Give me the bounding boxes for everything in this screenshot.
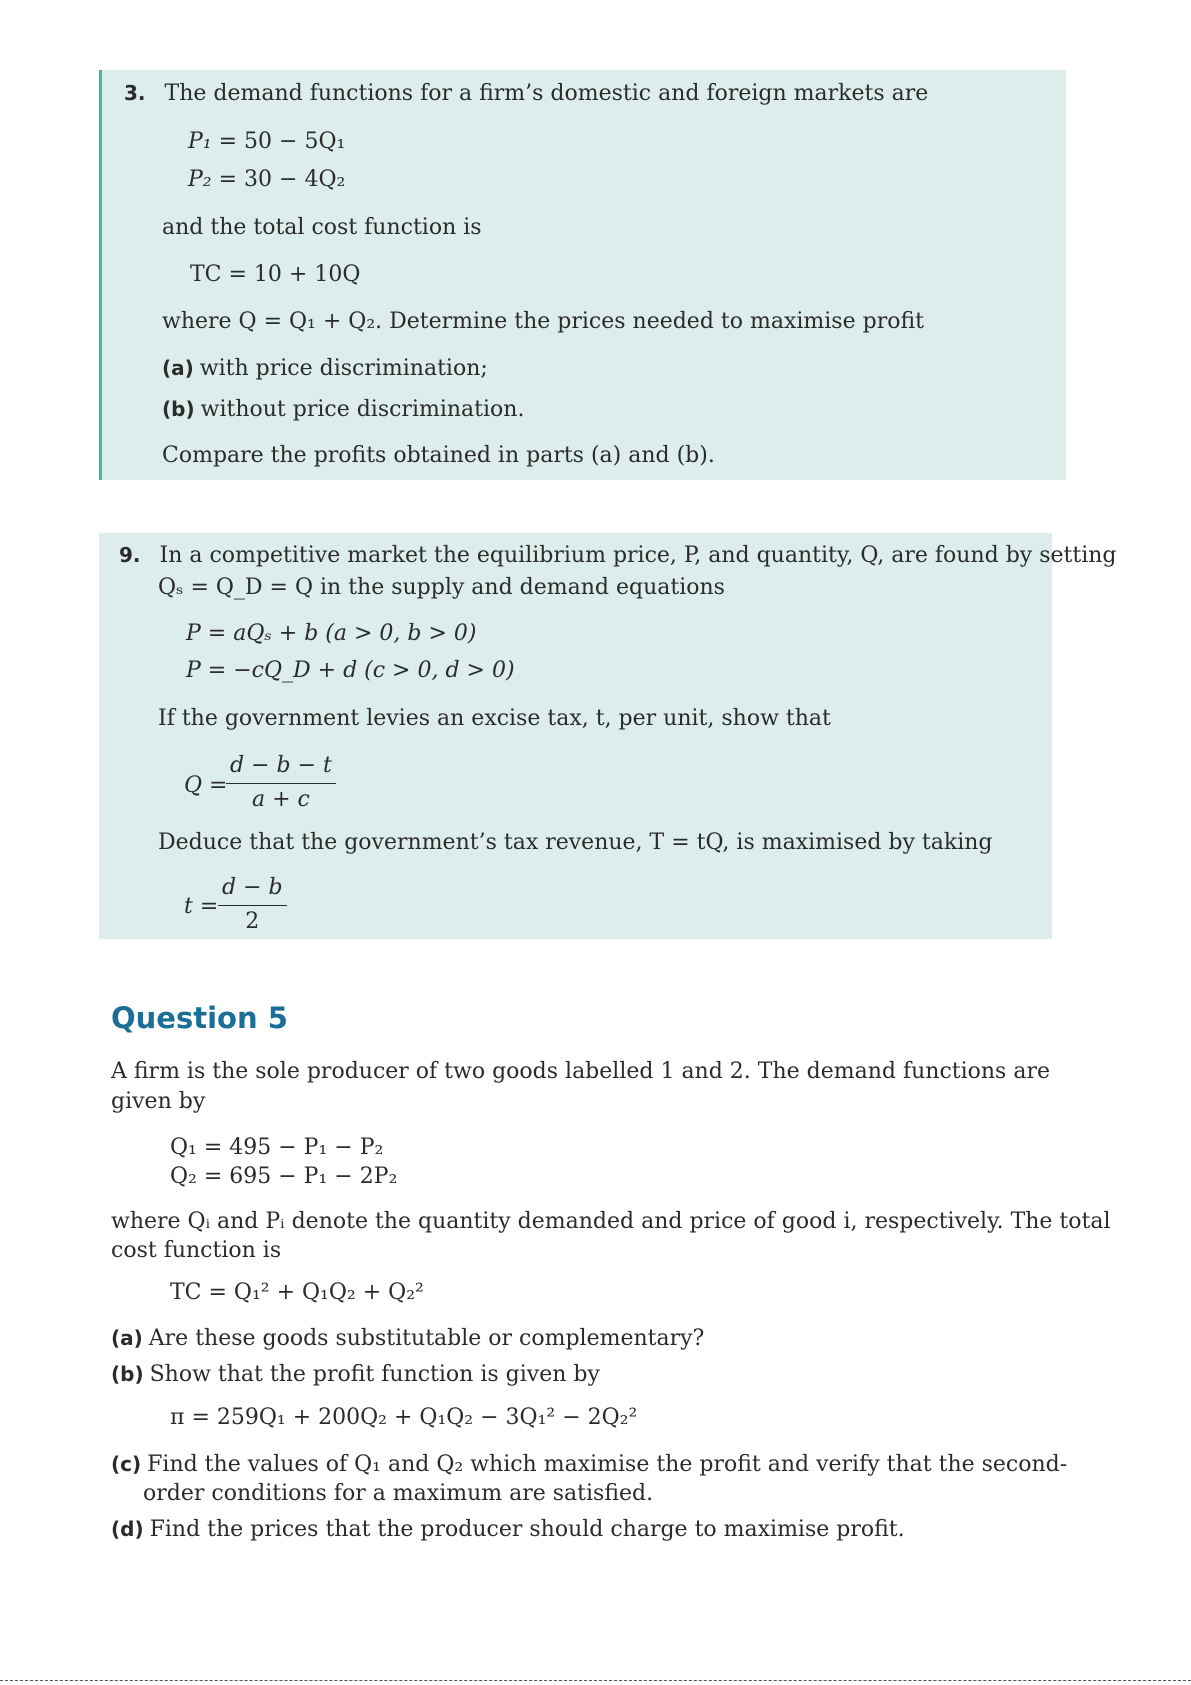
q-fraction (226, 752, 336, 814)
q5-demand-equation-1: Q₁ = 495 − P₁ − P₂ (170, 1135, 384, 1160)
part-label: (d) (111, 1517, 144, 1541)
fraction-numerator: d − b − t (230, 753, 332, 778)
part-a (162, 355, 488, 384)
q5-part-c (111, 1451, 1067, 1480)
part-text: Show that the profit function is given by (149, 1362, 600, 1387)
total-cost-equation: TC = 10 + 10Q (190, 262, 361, 287)
equation-rhs: = 50 − 5Q₁ (211, 129, 346, 154)
part-text: Are these goods substitutable or complementary? (148, 1326, 705, 1351)
t-fraction (218, 874, 287, 936)
profit-function: π = 259Q₁ + 200Q₂ + Q₁Q₂ − 3Q₁² − 2Q₂² (170, 1405, 638, 1430)
part-text: Find the prices that the producer should charge to maximise profit. (149, 1517, 905, 1542)
q5-part-c-continued: order conditions for a maximum are satisfied. (143, 1481, 654, 1506)
exercise-number: 9. (119, 543, 141, 567)
cost-intro: and the total cost function is (162, 215, 482, 240)
demand-equation: P = −cQ_D + d (c > 0, d > 0) (186, 658, 515, 683)
fraction-denominator: a + c (252, 786, 310, 812)
equation-lhs: P₁ (188, 129, 212, 154)
exercise-number: 3. (124, 81, 146, 105)
supply-equation: P = aQₛ + b (a > 0, b > 0) (186, 621, 477, 646)
part-text: Find the values of Q₁ and Q₂ which maximise the profit and verify that the second- (147, 1452, 1068, 1477)
question-heading: Question 5 (111, 1001, 288, 1035)
where-line: where Q = Q₁ + Q₂. Determine the prices needed to maximise profit (162, 309, 924, 334)
fraction-denominator: 2 (245, 908, 260, 934)
exercise-3-intro-line (124, 80, 928, 109)
q5-where-line-1: where Qᵢ and Pᵢ denote the quantity demanded and price of good i, respectively. The total (111, 1209, 1111, 1234)
tax-line: If the government levies an excise tax, t, per unit, show that (158, 706, 831, 731)
q5-total-cost-equation: TC = Q₁² + Q₁Q₂ + Q₂² (170, 1280, 424, 1305)
part-label: (b) (111, 1362, 144, 1386)
part-label: (a) (162, 356, 194, 380)
q5-demand-equation-2: Q₂ = 695 − P₁ − 2P₂ (170, 1164, 398, 1189)
part-b (162, 396, 524, 425)
demand-equation-2 (188, 166, 345, 195)
equation-lhs: P₂ (188, 167, 212, 192)
q5-part-a (111, 1325, 704, 1354)
part-label: (b) (162, 397, 195, 421)
part-text: with price discrimination; (199, 356, 488, 381)
page-bottom-rule (0, 1680, 1191, 1681)
q5-intro-line-1: A firm is the sole producer of two goods labelled 1 and 2. The demand functions are (111, 1059, 1050, 1084)
q5-part-d (111, 1516, 905, 1545)
part-text: without price discrimination. (200, 397, 525, 422)
compare-line: Compare the profits obtained in parts (a) and (b). (162, 443, 715, 468)
deduce-line: Deduce that the government’s tax revenue, T = tQ, is maximised by taking (158, 830, 993, 855)
fraction-bar (218, 905, 287, 906)
t-lhs: t = (184, 894, 219, 919)
equation-rhs: = 30 − 4Q₂ (211, 167, 346, 192)
exercise-intro: The demand functions for a firm’s domestic and foreign markets are (164, 81, 929, 106)
part-label: (a) (111, 1326, 143, 1350)
fraction-bar (226, 783, 336, 784)
q-lhs: Q = (184, 773, 228, 798)
exercise-9-intro-line (119, 542, 1117, 571)
exercise-intro: In a competitive market the equilibrium price, P, and quantity, Q, are found by setting (159, 543, 1117, 568)
q5-intro-line-2: given by (111, 1089, 206, 1114)
demand-equation-1 (188, 128, 345, 157)
q5-part-b (111, 1361, 600, 1390)
q5-where-line-2: cost function is (111, 1238, 282, 1263)
exercise-9-line-2: Qₛ = Q_D = Q in the supply and demand equations (158, 575, 725, 600)
part-label: (c) (111, 1452, 142, 1476)
fraction-numerator: d − b (222, 875, 283, 900)
